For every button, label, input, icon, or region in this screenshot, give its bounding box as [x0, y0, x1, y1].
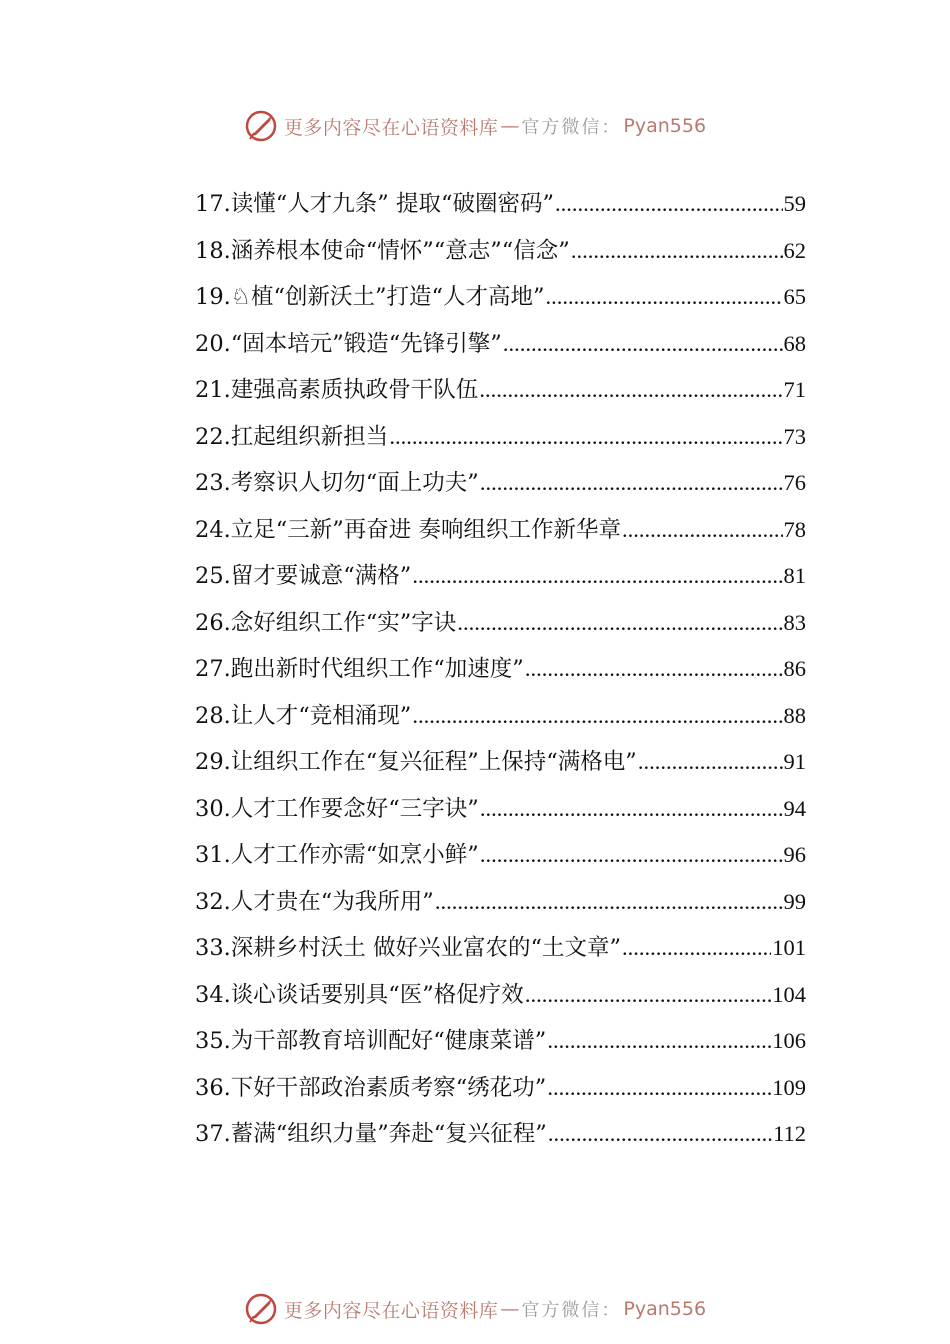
banner-text: 更多内容尽在心语资料库 — [283, 1299, 499, 1322]
toc-entry[interactable] — [195, 274, 806, 321]
banner-dash: — — [500, 1298, 520, 1320]
banner-wechat-label: 官方微信： — [521, 1300, 622, 1321]
toc-dot-leader — [389, 414, 782, 461]
toc-entry-page-number: 94 — [783, 795, 806, 821]
toc-entry-title: 立足“三新”再奋进 奏响组织工作新华章 — [230, 516, 621, 543]
toc-entry-title: 念好组织工作“实”字诀 — [230, 609, 457, 636]
toc-entry[interactable] — [195, 1065, 806, 1112]
toc-entry[interactable] — [195, 507, 806, 554]
toc-entry[interactable] — [195, 1018, 806, 1065]
toc-dot-leader — [412, 553, 782, 600]
toc-entry-page-number: 78 — [783, 516, 806, 542]
toc-entry[interactable] — [195, 553, 806, 600]
toc-entry[interactable] — [195, 693, 806, 740]
toc-entry-title: 下好干部政治素质考察“绣花功” — [230, 1074, 547, 1101]
toc-entry-page-number: 91 — [783, 749, 806, 774]
toc-entry[interactable] — [195, 367, 806, 414]
toc-entry[interactable] — [195, 321, 806, 368]
footer-watermark-banner — [0, 1289, 950, 1329]
header-watermark-banner — [0, 106, 950, 146]
toc-entry-number: 32. — [195, 888, 231, 915]
toc-entry-number: 22. — [195, 423, 231, 450]
toc-dot-leader — [435, 879, 783, 926]
toc-entry-page-number: 83 — [783, 609, 806, 635]
quill-pen-logo-icon — [244, 109, 278, 143]
toc-entry[interactable] — [195, 414, 806, 461]
toc-entry-number: 33. — [195, 935, 231, 961]
toc-entry-page-number: 109 — [772, 1074, 806, 1100]
toc-dot-leader — [622, 507, 783, 554]
toc-entry[interactable] — [195, 228, 806, 275]
toc-dot-leader — [457, 600, 782, 647]
toc-entry-number: 20. — [195, 330, 231, 357]
toc-dot-leader — [480, 460, 783, 507]
banner-wechat-label: 官方微信： — [521, 117, 622, 138]
toc-entry-number: 23. — [195, 470, 231, 496]
toc-entry-page-number: 96 — [783, 842, 806, 867]
toc-entry-title: 考察识人切勿“面上功夫” — [230, 470, 479, 496]
toc-dot-leader — [525, 646, 783, 693]
toc-entry-number: 19. — [195, 284, 231, 310]
toc-entry[interactable] — [195, 925, 806, 972]
toc-entry-number: 26. — [195, 609, 231, 636]
toc-entry-title: 人才工作亦需“如烹小鲜” — [230, 842, 479, 868]
toc-entry-number: 17. — [195, 191, 231, 217]
toc-entry[interactable] — [195, 786, 806, 833]
toc-dot-leader — [503, 321, 783, 368]
toc-entry-title: 人才贵在“为我所用” — [230, 888, 434, 915]
toc-entry[interactable] — [195, 460, 806, 507]
quill-pen-logo-icon — [244, 1292, 278, 1326]
toc-entry[interactable] — [195, 972, 806, 1019]
toc-entry[interactable] — [195, 879, 806, 926]
toc-entry-number: 37. — [195, 1121, 231, 1147]
toc-entry-title: 让组织工作在“复兴征程”上保持“满格电” — [230, 749, 637, 775]
banner-wechat-id: Pyan556 — [623, 115, 707, 137]
toc-entry-page-number: 71 — [783, 377, 806, 402]
banner-text: 更多内容尽在心语资料库 — [283, 116, 499, 139]
toc-entry-page-number: 86 — [783, 656, 806, 681]
toc-entry-number: 18. — [195, 237, 231, 264]
toc-entry-title: “固本培元”锻造“先锋引擎” — [230, 330, 502, 357]
toc-entry-number: 25. — [195, 563, 231, 589]
toc-entry-number: 28. — [195, 702, 231, 729]
toc-entry-title: 谈心谈话要别具“医”格促疗效 — [230, 981, 524, 1008]
toc-dot-leader — [571, 228, 783, 275]
toc-entry-title: ♘植“创新沃土”打造“人才高地” — [230, 284, 545, 310]
toc-entry-title: 涵养根本使命“情怀”“意志”“信念” — [230, 237, 570, 264]
toc-entry-number: 34. — [195, 981, 231, 1008]
toc-entry-page-number: 106 — [772, 1028, 806, 1053]
toc-dot-leader — [547, 1065, 771, 1112]
toc-dot-leader — [479, 367, 782, 414]
toc-entry-title: 让人才“竞相涌现” — [230, 702, 412, 729]
toc-dot-leader — [525, 972, 771, 1019]
banner-dash: — — [500, 115, 520, 137]
toc-dot-leader — [545, 274, 782, 321]
toc-entry-page-number: 88 — [783, 702, 806, 728]
toc-entry-title: 建强高素质执政骨干队伍 — [230, 377, 479, 403]
toc-entry-number: 31. — [195, 842, 231, 868]
toc-entry-page-number: 76 — [783, 470, 806, 495]
toc-entry-page-number: 81 — [783, 563, 806, 588]
toc-entry-title: 蓄满“组织力量”奔赴“复兴征程” — [230, 1121, 547, 1147]
table-of-contents — [195, 181, 806, 1158]
toc-dot-leader — [547, 1018, 771, 1065]
toc-entry-page-number: 73 — [783, 423, 806, 449]
toc-entry-page-number: 99 — [783, 888, 806, 914]
toc-entry-title: 人才工作要念好“三字诀” — [230, 795, 479, 822]
toc-entry-title: 读懂“人才九条” 提取“破圈密码” — [230, 191, 554, 217]
toc-entry-number: 35. — [195, 1028, 231, 1054]
toc-dot-leader — [638, 739, 783, 786]
toc-entry[interactable] — [195, 1111, 806, 1158]
toc-entry-number: 29. — [195, 749, 231, 775]
toc-entry-page-number: 65 — [783, 284, 806, 309]
toc-entry[interactable] — [195, 646, 806, 693]
toc-dot-leader — [480, 832, 783, 879]
toc-entry-number: 36. — [195, 1074, 231, 1101]
toc-entry-title: 留才要诚意“满格” — [230, 563, 412, 589]
toc-entry-title: 扛起组织新担当 — [230, 423, 389, 450]
toc-dot-leader — [480, 786, 783, 833]
toc-entry-page-number: 104 — [772, 981, 806, 1007]
toc-entry-number: 21. — [195, 377, 231, 403]
toc-entry-page-number: 101 — [772, 935, 806, 960]
toc-entry-page-number: 112 — [773, 1121, 806, 1146]
toc-dot-leader — [412, 693, 782, 740]
toc-entry[interactable] — [195, 600, 806, 647]
toc-entry-title: 跑出新时代组织工作“加速度” — [230, 656, 524, 682]
toc-entry-number: 24. — [195, 516, 231, 543]
toc-entry-page-number: 59 — [783, 191, 806, 216]
toc-entry-page-number: 62 — [783, 237, 806, 263]
toc-entry[interactable] — [195, 181, 806, 228]
toc-dot-leader — [622, 925, 771, 972]
toc-entry[interactable] — [195, 832, 806, 879]
toc-entry-number: 27. — [195, 656, 231, 682]
toc-entry-number: 30. — [195, 795, 231, 822]
toc-dot-leader — [555, 181, 783, 228]
toc-dot-leader — [548, 1111, 772, 1158]
toc-entry-title: 为干部教育培训配好“健康菜谱” — [230, 1028, 547, 1054]
toc-entry[interactable] — [195, 739, 806, 786]
banner-wechat-id: Pyan556 — [623, 1298, 707, 1320]
toc-entry-title: 深耕乡村沃土 做好兴业富农的“土文章” — [230, 935, 621, 961]
toc-entry-page-number: 68 — [783, 330, 806, 356]
